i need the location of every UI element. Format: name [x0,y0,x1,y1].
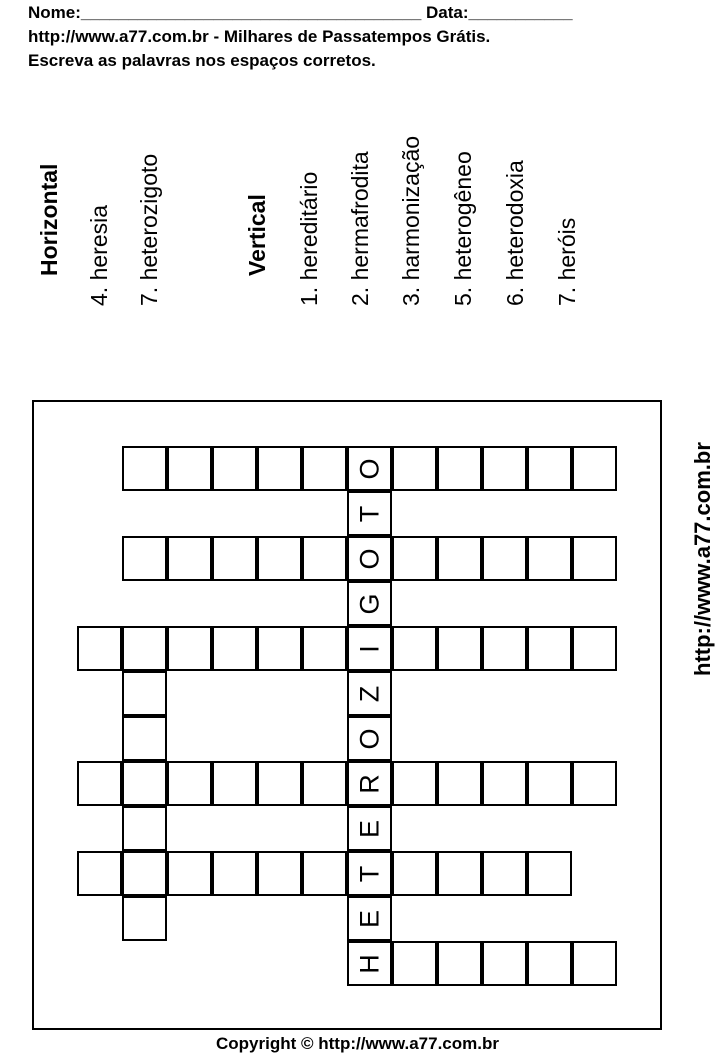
grid-cell[interactable] [437,536,482,581]
instructions: Escreva as palavras nos espaços corretos. [28,51,376,70]
grid-cell[interactable] [167,536,212,581]
header-name-date-line [28,3,573,23]
grid-cell [347,896,392,941]
grid-cell[interactable] [212,446,257,491]
grid-cell[interactable] [302,851,347,896]
grid-letter: R [354,773,384,794]
grid-cell[interactable] [392,851,437,896]
grid-cell[interactable] [122,671,167,716]
side-url: http://www.a77.com.br [690,442,715,676]
grid-cell[interactable] [482,626,527,671]
grid-cell[interactable] [122,716,167,761]
grid-letter: E [354,909,384,928]
grid-cell[interactable] [167,851,212,896]
grid-cell[interactable] [482,941,527,986]
grid-cell[interactable] [527,446,572,491]
grid-cell[interactable] [257,536,302,581]
grid-cell [347,716,392,761]
grid-cell[interactable] [527,851,572,896]
grid-cell[interactable] [437,446,482,491]
grid-cell [347,761,392,806]
grid-letter: E [354,819,384,838]
grid-cell[interactable] [572,941,617,986]
grid-cell[interactable] [392,626,437,671]
grid-letter: O [354,547,384,570]
vertical-clue-2: 2. hermafrodita [347,151,373,306]
vertical-clue-1: 1. hereditário [296,171,322,306]
vertical-clue-6: 6. heterodoxia [502,160,528,306]
grid-cell[interactable] [122,806,167,851]
vertical-clue-7: 7. heróis [554,217,580,306]
grid-cell[interactable] [212,626,257,671]
grid-letter: G [354,592,384,615]
name-blank[interactable]: ____________________________________ [80,3,422,22]
grid-cell [347,446,392,491]
grid-letter: I [354,644,384,653]
horizontal-clue-7: 7. heterozigoto [136,153,162,306]
grid-cell[interactable] [392,536,437,581]
grid-cell[interactable] [257,626,302,671]
grid-cell[interactable] [122,896,167,941]
vertical-clue-3: 3. harmonização [398,135,424,306]
grid-letter: O [354,457,384,480]
grid-cell[interactable] [302,761,347,806]
crossword-board [32,400,662,1030]
grid-cell[interactable] [527,941,572,986]
grid-cell[interactable] [302,626,347,671]
grid-cell[interactable] [122,536,167,581]
grid-cell[interactable] [122,446,167,491]
grid-letter: Z [354,685,384,702]
grid-cell[interactable] [527,761,572,806]
grid-cell[interactable] [167,761,212,806]
grid-cell[interactable] [122,851,167,896]
grid-cell[interactable] [437,941,482,986]
grid-cell[interactable] [527,626,572,671]
site-line: http://www.a77.com.br - Milhares de Passatempos Grátis. [28,27,491,46]
grid-cell[interactable] [212,851,257,896]
grid-cell[interactable] [482,446,527,491]
grid-cell[interactable] [257,761,302,806]
grid-cell[interactable] [302,446,347,491]
grid-cell[interactable] [572,626,617,671]
grid-cell[interactable] [257,446,302,491]
grid-cell[interactable] [437,761,482,806]
date-label: Data: [426,3,469,22]
grid-cell[interactable] [392,941,437,986]
grid-cell[interactable] [572,536,617,581]
grid-cell[interactable] [302,536,347,581]
grid-cell[interactable] [572,446,617,491]
copyright-footer: Copyright © http://www.a77.com.br [216,1034,499,1053]
grid-cell[interactable] [212,536,257,581]
date-blank[interactable]: ___________ [468,3,573,22]
grid-cell[interactable] [482,761,527,806]
grid-cell [347,536,392,581]
grid-cell[interactable] [257,851,302,896]
grid-cell[interactable] [122,761,167,806]
grid-cell[interactable] [77,851,122,896]
name-label: Nome: [28,3,81,22]
horizontal-title: Horizontal [36,163,62,276]
grid-cell[interactable] [77,626,122,671]
grid-cell[interactable] [212,761,257,806]
grid-cell[interactable] [122,626,167,671]
grid-cell[interactable] [392,761,437,806]
grid-cell[interactable] [527,536,572,581]
grid-cell [347,851,392,896]
grid-letter: T [354,865,384,882]
grid-cell[interactable] [167,626,212,671]
grid-cell [347,491,392,536]
vertical-clue-5: 5. heterogêneo [450,151,476,306]
grid-cell[interactable] [572,761,617,806]
grid-cell[interactable] [77,761,122,806]
grid-cell [347,581,392,626]
grid-cell[interactable] [482,536,527,581]
grid-letter: O [354,727,384,750]
vertical-title: Vertical [244,194,270,276]
grid-cell[interactable] [437,851,482,896]
grid-cell [347,626,392,671]
grid-cell [347,806,392,851]
horizontal-clue-4: 4. heresia [86,204,112,306]
grid-letter: T [354,505,384,522]
grid-cell [347,671,392,716]
grid-cell[interactable] [392,446,437,491]
grid-cell[interactable] [437,626,482,671]
grid-letter: H [354,953,384,974]
grid-cell[interactable] [167,446,212,491]
grid-cell [347,941,392,986]
grid-cell[interactable] [482,851,527,896]
